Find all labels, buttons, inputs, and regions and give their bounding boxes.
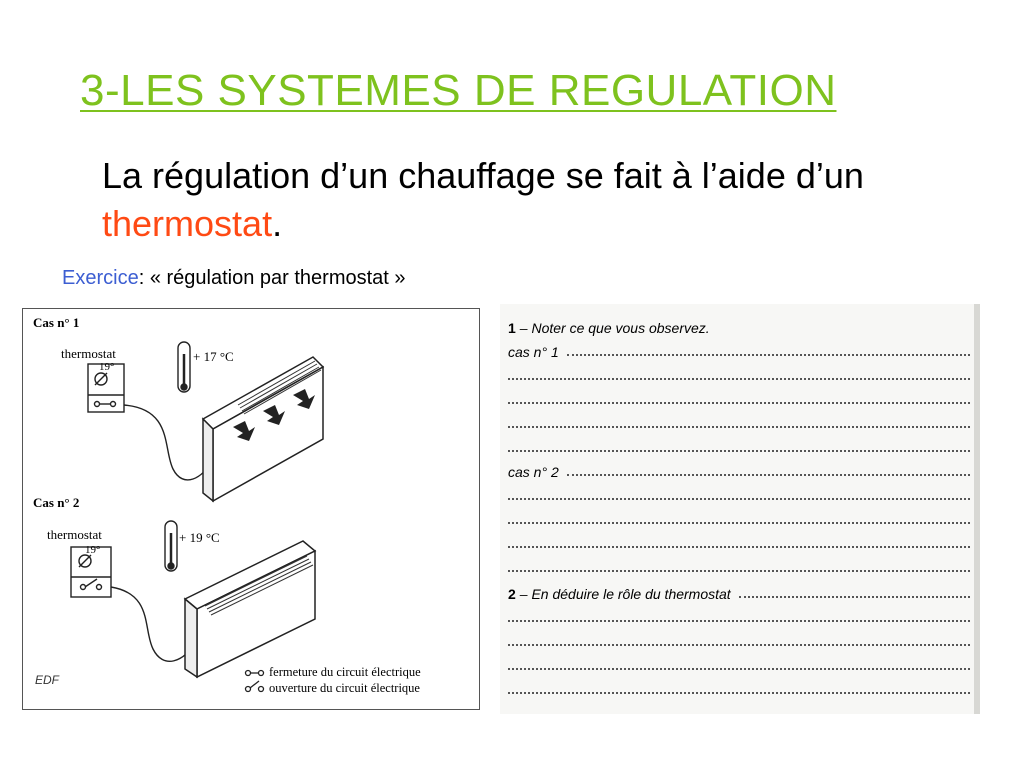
answer-dotted-line[interactable] <box>508 568 970 572</box>
answer-dotted-line[interactable] <box>508 618 970 622</box>
answer-dotted-line[interactable] <box>508 400 970 404</box>
answer-dotted-line[interactable] <box>508 424 970 428</box>
case1-title: Cas n° 1 <box>33 315 80 330</box>
question-1-number: 1 <box>508 320 516 336</box>
question-1 <box>508 314 970 336</box>
answer-line[interactable] <box>508 410 970 432</box>
case1-thermostat-label: thermostat <box>61 346 116 361</box>
source-label: EDF <box>35 673 59 687</box>
answer-line[interactable] <box>508 506 970 528</box>
thermostat-illustration <box>23 309 481 711</box>
legend-closed-switch-icon <box>246 671 264 676</box>
case1-temperature: + 17 °C <box>193 349 234 364</box>
question-1-text: – Noter ce que vous observez. <box>519 320 710 336</box>
exercise-label: Exercice <box>62 267 139 289</box>
case2-radiator-icon <box>185 541 315 677</box>
question-2-text: – En déduire le rôle du thermostat <box>519 586 731 602</box>
answer-dotted-line[interactable] <box>567 352 970 356</box>
question-2[interactable] <box>508 580 970 602</box>
exercise-text: : « régulation par thermostat » <box>138 267 406 289</box>
case2-setpoint: 19° <box>85 544 101 556</box>
legend-closed-label: fermeture du circuit électrique <box>269 665 421 679</box>
intro-text <box>102 152 882 248</box>
answer-dotted-line[interactable] <box>739 594 970 598</box>
answer-dotted-line[interactable] <box>508 642 970 646</box>
answer-line[interactable] <box>508 434 970 456</box>
answer-line[interactable] <box>508 482 970 504</box>
case2-title: Cas n° 2 <box>33 495 80 510</box>
thermostat-figure <box>22 308 480 710</box>
worksheet <box>500 304 980 714</box>
case2-answer-line[interactable] <box>508 458 970 480</box>
case2-thermostat-label: thermostat <box>47 527 102 542</box>
answer-dotted-line[interactable] <box>508 544 970 548</box>
case2-answer-label: cas n° 2 <box>508 464 559 480</box>
answer-line[interactable] <box>508 386 970 408</box>
answer-dotted-line[interactable] <box>567 472 970 476</box>
case1-wire <box>124 405 213 480</box>
answer-dotted-line[interactable] <box>508 690 970 694</box>
legend-open-switch-icon <box>246 681 264 692</box>
case2-thermometer-icon <box>165 521 177 571</box>
answer-dotted-line[interactable] <box>508 376 970 380</box>
case2-temperature: + 19 °C <box>179 530 220 545</box>
scan-edge <box>974 304 980 714</box>
answer-dotted-line[interactable] <box>508 496 970 500</box>
slide-title: 3-LES SYSTEMES DE REGULATION <box>80 66 837 115</box>
case1-thermometer-icon <box>178 342 190 392</box>
case1-radiator-icon <box>203 357 323 501</box>
intro-text-end: . <box>272 203 283 244</box>
question-2-number: 2 <box>508 586 516 602</box>
answer-line[interactable] <box>508 676 970 698</box>
answer-dotted-line[interactable] <box>508 520 970 524</box>
intro-text-start: La régulation d’un chauffage se fait à l’aide d’un <box>102 155 864 196</box>
answer-line[interactable] <box>508 530 970 552</box>
case1-answer-label: cas n° 1 <box>508 344 559 360</box>
answer-line[interactable] <box>508 554 970 576</box>
exercise-heading <box>62 267 406 290</box>
thermostat-keyword: thermostat <box>102 203 273 244</box>
answer-dotted-line[interactable] <box>508 666 970 670</box>
answer-dotted-line[interactable] <box>508 448 970 452</box>
case1-setpoint: 19° <box>99 361 115 373</box>
answer-line[interactable] <box>508 652 970 674</box>
legend-open-label: ouverture du circuit électrique <box>269 681 420 695</box>
answer-line[interactable] <box>508 628 970 650</box>
answer-line[interactable] <box>508 604 970 626</box>
case1-answer-line[interactable] <box>508 338 970 360</box>
answer-line[interactable] <box>508 362 970 384</box>
